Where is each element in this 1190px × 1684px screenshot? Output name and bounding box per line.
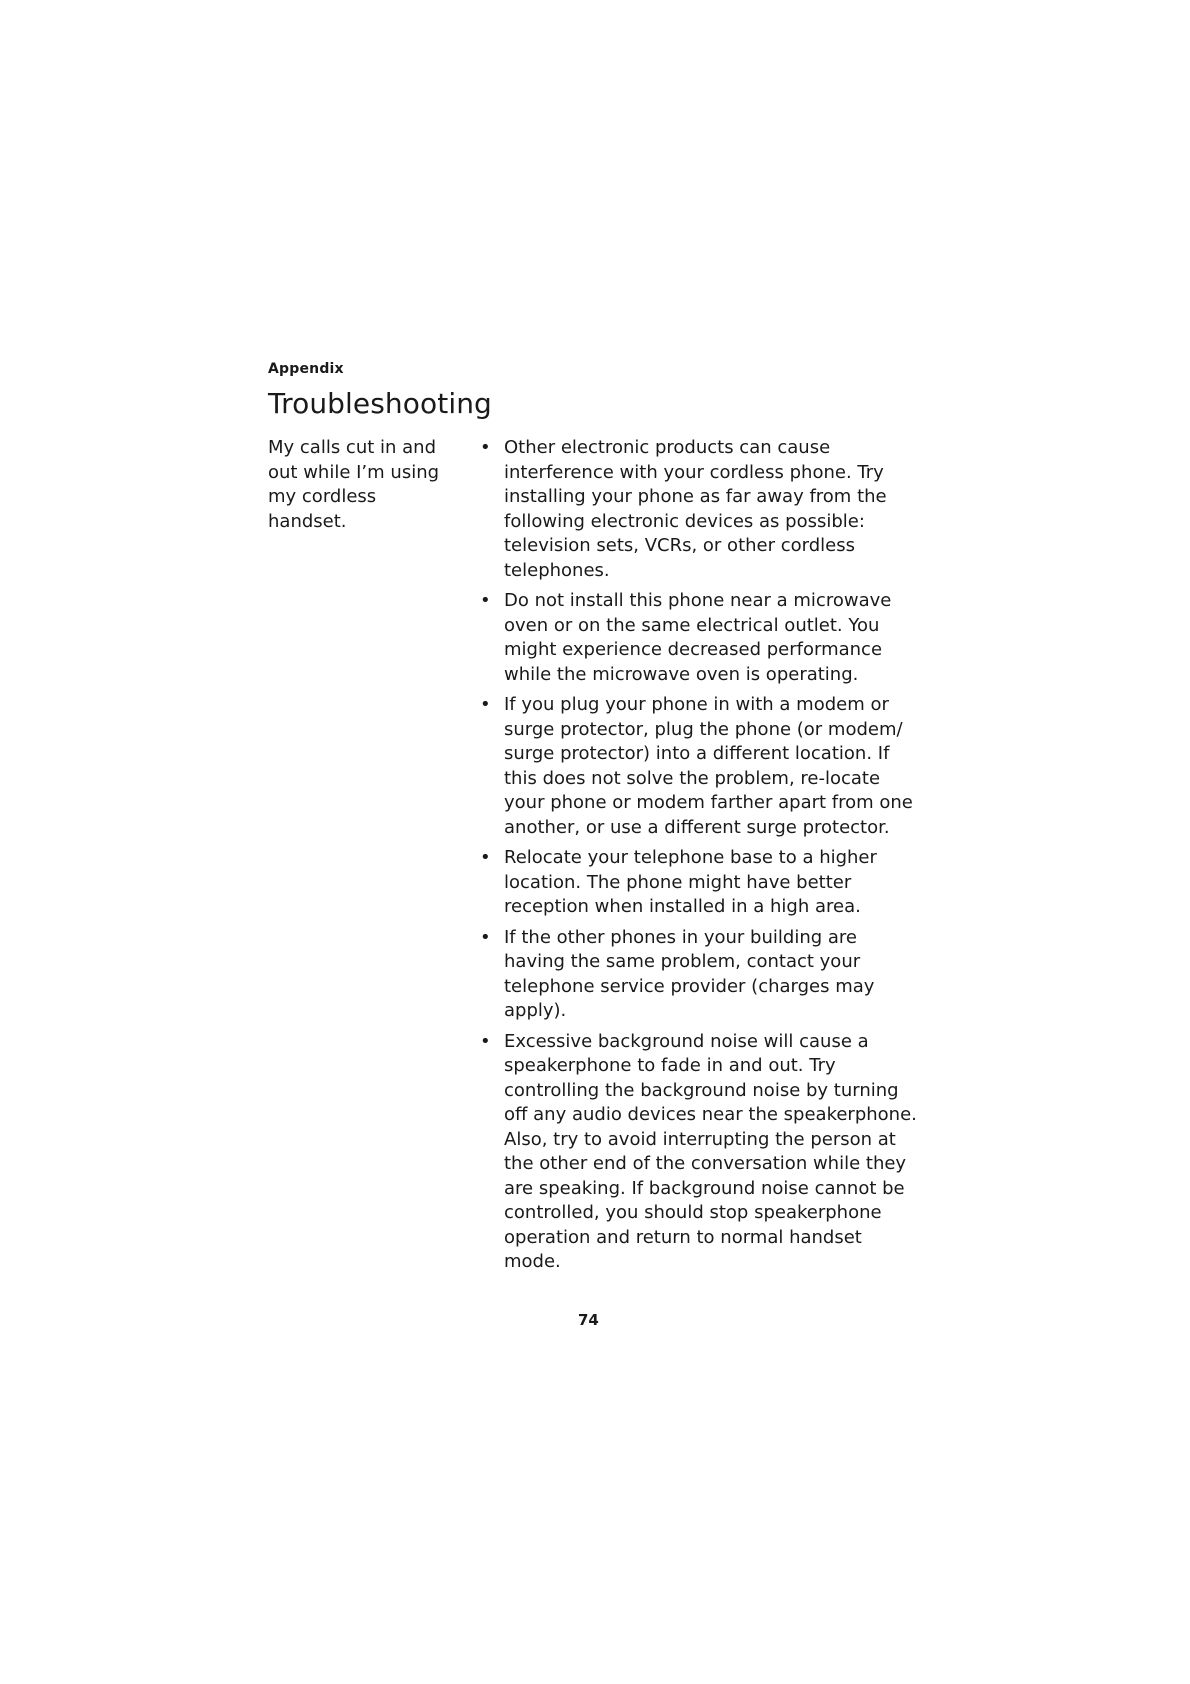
bullet-icon: • — [480, 694, 491, 715]
bullet-icon: • — [480, 437, 491, 458]
page-title: Troubleshooting — [268, 387, 492, 420]
solution-text: Other electronic products can cause interference with your cordless phone. Try installing your phone as far away from the following electronic devices as possible: television sets, VCRs, or other cordless telephones. — [504, 437, 887, 581]
solution-text: Relocate your telephone base to a higher location. The phone might have better reception when installed in a high area. — [504, 847, 877, 917]
solution-text: Excessive background noise will cause a speakerphone to fade in and out. Try controlling the background noise by turning off any audio devices near the speakerphone. Also, try to avoid interrupting the person at the other end of the conversation while they are speaking. If background noise cannot be controlled, you should stop speakerphone operation and return to normal handset mode. — [504, 1030, 917, 1272]
bullet-icon: • — [480, 847, 491, 868]
section-label: Appendix — [268, 361, 344, 377]
solution-item — [478, 1030, 918, 1275]
solution-item — [478, 926, 918, 1024]
solution-text: If the other phones in your building are having the same problem, contact your telephone service provider (charges may apply). — [504, 926, 875, 1021]
solution-text: If you plug your phone in with a modem or surge protector, plug the phone (or modem/ surge protector) into a different location. If this does not solve the problem, re-locate your phone or modem farther apart from one another, or use a different surge protector. — [504, 694, 913, 838]
page-number: 74 — [578, 1311, 599, 1329]
solution-item — [478, 436, 918, 583]
problem-statement: My calls cut in and out while I’m using my cordless handset. — [268, 437, 440, 532]
solution-item — [478, 846, 918, 920]
solution-text: Do not install this phone near a microwave oven or on the same electrical outlet. You might experience decreased performance while the microwave oven is operating. — [504, 590, 892, 685]
bullet-icon: • — [480, 1030, 491, 1052]
solution-item — [478, 693, 918, 840]
bullet-icon: • — [480, 590, 491, 611]
bullet-icon: • — [480, 926, 491, 948]
solution-list — [478, 436, 918, 1281]
solution-item — [478, 589, 918, 687]
